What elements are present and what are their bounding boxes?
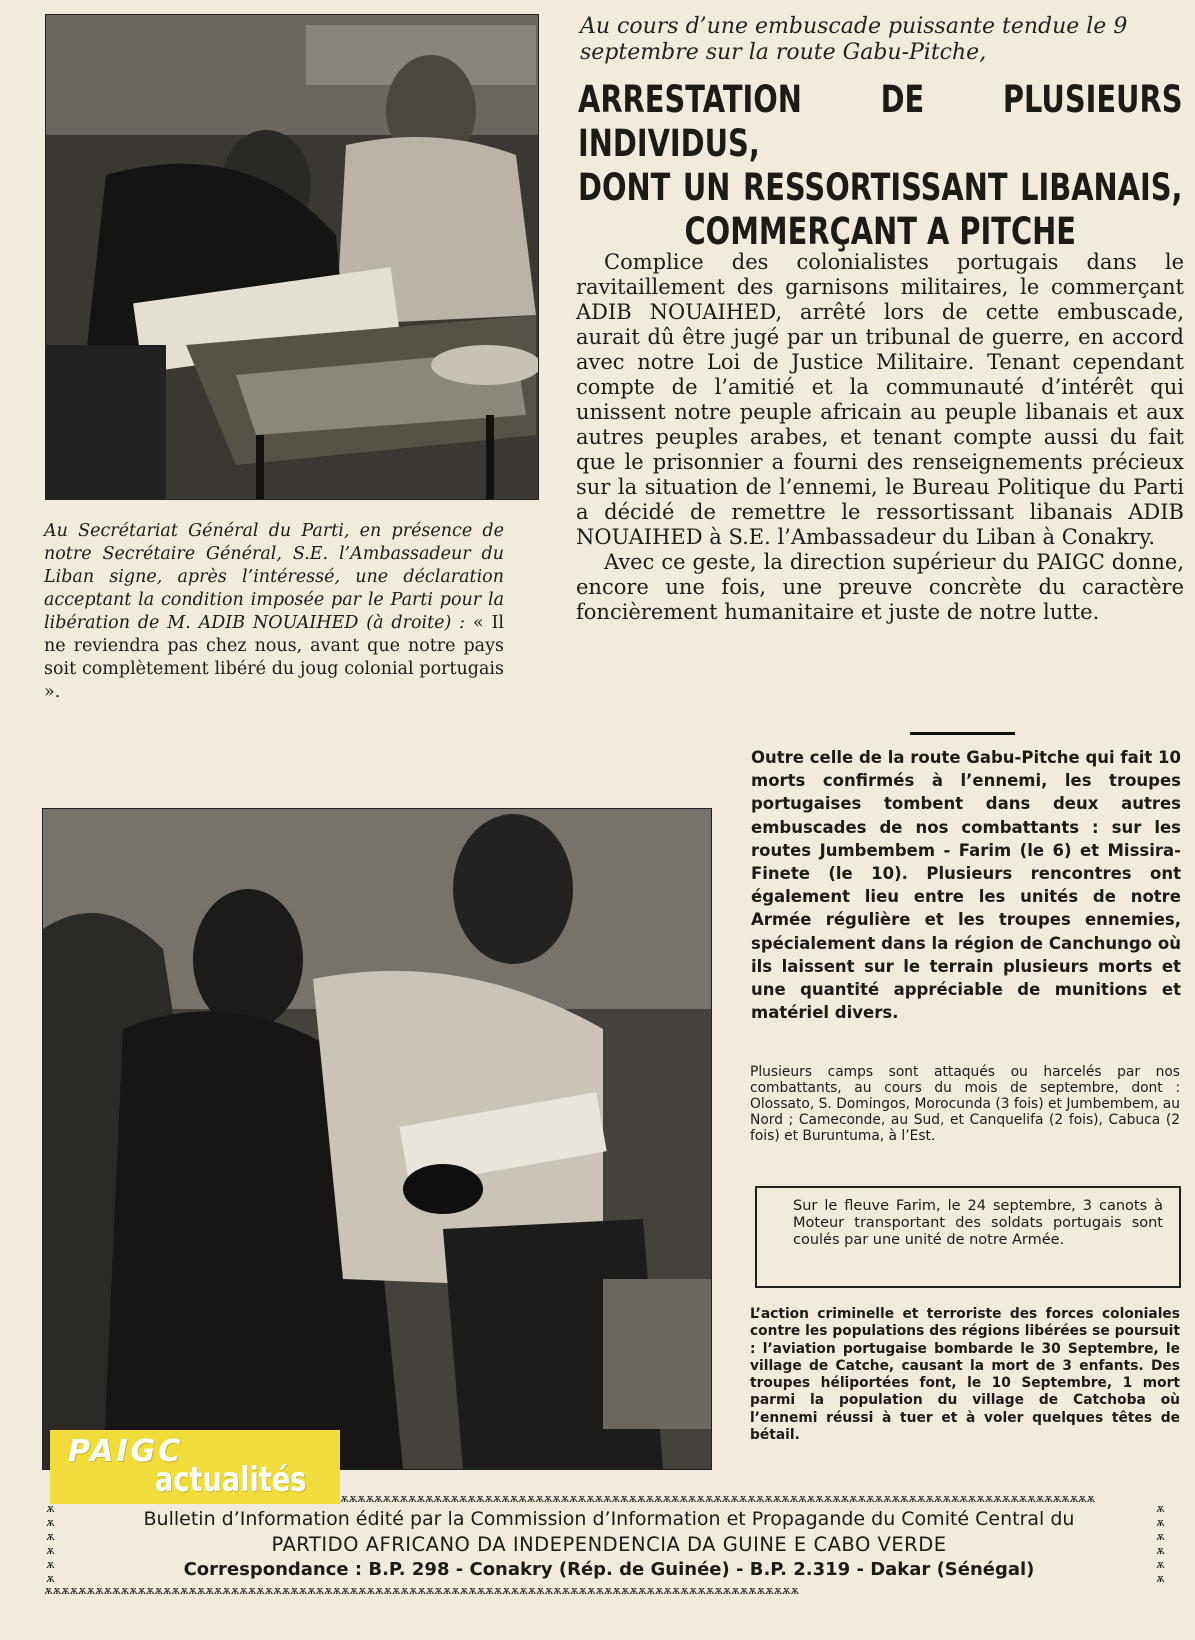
photo-caption — [44, 520, 504, 704]
headline-line-1: ARRESTATION DE PLUSIEURS INDIVIDUS, — [578, 78, 1183, 165]
photo-radio-illustration — [43, 809, 711, 1469]
article-paragraph-2: Avec ce geste, la direction supérieur du PAIGC donne, encore une fois, une preuve concrète du caractère foncièrement humanitaire et juste de notre lutte. — [576, 550, 1184, 624]
paigc-actualites-logo — [50, 1430, 340, 1504]
article-body — [576, 250, 1184, 625]
footer-border-right: ѫ ѫ ѫ ѫ ѫ ѫ — [1156, 1502, 1165, 1584]
news-camps-paragraph: Plusieurs camps sont attaqués ou harcelés par nos combattants, au cours du mois de septembre, dont : Olossato, S. Domingos, Morocunda (3 fois) et Jumbembem, au Nord ; Cameconde, au Sud, et Canquelifa (2 fois), Cabuca (2 fois) et Buruntuma, à l’Est. — [750, 1064, 1180, 1144]
section-divider — [910, 732, 1015, 735]
photo-radio-operators — [42, 808, 712, 1470]
article-kicker: Au cours d’une embuscade puissante tendue le 9 septembre sur la route Gabu-Pitche, — [580, 14, 1128, 65]
photo-signing-declaration — [45, 14, 539, 500]
footer-border-bottom: ѫѫѫѫѫѫѫѫѫѫѫѫѫѫѫѫѫѫѫѫѫѫѫѫѫѫѫѫѫѫѫѫѫѫѫѫѫѫѫѫѫѫѫѫѫѫѫѫѫѫѫѫѫѫѫѫѫѫѫѫѫѫѫѫѫѫѫѫѫѫѫѫѫѫѫѫѫѫѫѫѫѫѫѫѫѫѫѫѫ — [44, 1584, 799, 1598]
headline-line-2: DONT UN RESSORTISSANT LIBANAIS, — [578, 166, 1183, 209]
logo-line-2: actualités — [155, 1460, 307, 1500]
article-headline — [578, 78, 1183, 254]
headline-line-3: COMMERÇANT A PITCHE — [684, 210, 1076, 253]
caption-italic-text: Au Secrétariat Général du Parti, en présence de notre Secrétaire Général, S.E. l’Ambassadeur du Liban signe, après l’intéressé, une déclaration acceptant la condition imposée par le Parti pour la libération de M. ADIB NOUAIHED (à droite) : — [44, 521, 504, 633]
footer-line-3: Correspondance : B.P. 298 - Conakry (Rép. de Guinée) - B.P. 2.319 - Dakar (Sénégal) — [183, 1559, 1035, 1580]
footer-border-top: ѫѫѫѫѫѫѫѫѫѫѫѫѫѫѫѫѫѫѫѫѫѫѫѫѫѫѫѫѫѫѫѫѫѫѫѫѫѫѫѫѫѫѫѫѫѫѫѫѫѫѫѫѫѫѫѫѫѫѫѫѫѫѫѫѫѫѫѫѫѫѫѫѫѫѫѫѫѫѫѫѫѫѫѫѫѫѫѫѫ — [340, 1492, 1095, 1506]
caption-quote: « Il ne reviendra pas chez nous, avant que notre pays soit complètement libéré du joug colonial portugais ». — [44, 613, 504, 702]
footer-line-1: Bulletin d’Information édité par la Commission d’Information et Propagande du Comité Central du — [143, 1508, 1075, 1530]
news-boxed-item: Sur le fleuve Farim, le 24 septembre, 3 canots à Moteur transportant des soldats portugais sont coulés par une unité de notre Armée. — [755, 1186, 1181, 1288]
article-paragraph-1: Complice des colonialistes portugais dans le ravitaillement des garnisons militaires, le commerçant ADIB NOUAIHED, arrêté lors de cette embuscade, aurait dû être jugé par un tribunal de guerre, en accord avec notre Loi de Justice Militaire. Tenant cependant compte de l’amitié et la communauté d’intérêt qui unissent notre peuple africain au peuple libanais et aux autres peuples arabes, et tenant compte aussi du fait que le prisonnier a fourni des renseignements précieux sur la situation de l’ennemi, le Bureau Politique du Parti a décidé de remettre le ressortissant libanais ADIB NOUAIHED à S.E. l’Ambassadeur du Liban à Conakry. — [576, 250, 1184, 549]
news-main-paragraph: Outre celle de la route Gabu-Pitche qui fait 10 morts confirmés à l’ennemi, les troupes portugaises tombent dans deux autres embuscades de nos combattants : sur les routes Jumbembem - Farim (le 6) et Missira-Finete (le 10). Plusieurs rencontres ont également lieu entre les unités de notre Armée régulière et les troupes ennemies, spécialement dans la région de Canchungo où ils laissent sur le terrain plusieurs morts et une quantité appréciable de munitions et matériel divers. — [751, 748, 1181, 1023]
footer-line-2: PARTIDO AFRICANO DA INDEPENDENCIA DA GUINE E CABO VERDE — [271, 1533, 947, 1556]
footer-border-left: ѫ ѫ ѫ ѫ ѫ ѫ — [46, 1502, 55, 1584]
news-action-paragraph: L’action criminelle et terroriste des forces coloniales contre les populations des régions libérées se poursuit : l’aviation portugaise bombarde le 30 Septembre, le village de Catche, causant la mort de 3 enfants. Des troupes héliportées font, le 10 Septembre, 1 mort parmi la population du village de Catchoba où l’ennemi réussi à tuer et à voler quelques têtes de bétail. — [750, 1306, 1180, 1444]
logo-line-1: PAIGC — [68, 1434, 184, 1469]
photo-signing-illustration — [46, 15, 538, 499]
